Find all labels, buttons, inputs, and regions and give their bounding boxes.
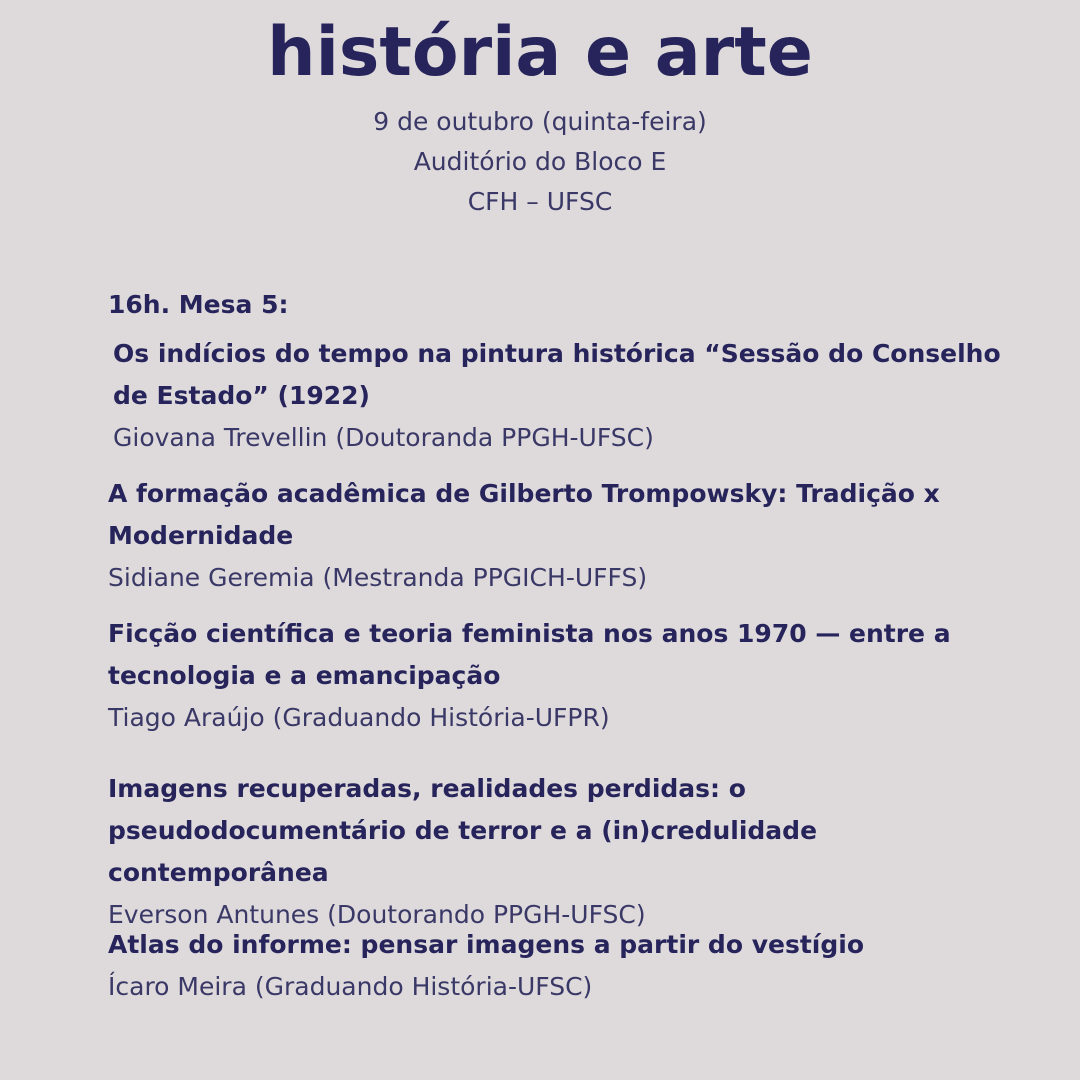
talk-title: Imagens recuperadas, realidades perdidas: o pseudodocumentário de terror e a (in)credulidade contemporânea	[108, 774, 818, 887]
event-venue: Auditório do Bloco E	[413, 147, 667, 176]
poster-title: história e arte	[267, 13, 813, 92]
talk-author: Tiago Araújo (Graduando História-UFPR)	[108, 703, 610, 732]
talk-author: Sidiane Geremia (Mestranda PPGICH-UFFS)	[108, 563, 648, 592]
talk-author: Everson Antunes (Doutorando PPGH-UFSC)	[108, 900, 646, 929]
talk-title: Ficção científica e teoria feminista nos anos 1970 — entre a tecnologia e a emancipação	[108, 619, 951, 690]
talk-title: Atlas do informe: pensar imagens a partir do vestígio	[108, 930, 864, 959]
session-heading: 16h. Mesa 5:	[108, 290, 289, 319]
talk-item	[108, 613, 1038, 739]
talk-author: Giovana Trevellin (Doutoranda PPGH-UFSC)	[113, 423, 654, 452]
talk-title: A formação acadêmica de Gilberto Trompowsky: Tradição x Modernidade	[108, 479, 940, 550]
talk-item	[113, 333, 1043, 459]
session-block	[108, 285, 1038, 325]
event-institution: CFH – UFSC	[467, 187, 613, 216]
talk-item	[108, 473, 1038, 599]
talk-item	[108, 924, 1038, 1008]
event-date: 9 de outubro (quinta-feira)	[373, 107, 707, 136]
talk-item	[108, 768, 1038, 936]
poster-header	[0, 12, 1080, 222]
talk-author: Ícaro Meira (Graduando História-UFSC)	[108, 972, 593, 1001]
talk-title: Os indícios do tempo na pintura histórica “Sessão do Conselho de Estado” (1922)	[113, 339, 1001, 410]
